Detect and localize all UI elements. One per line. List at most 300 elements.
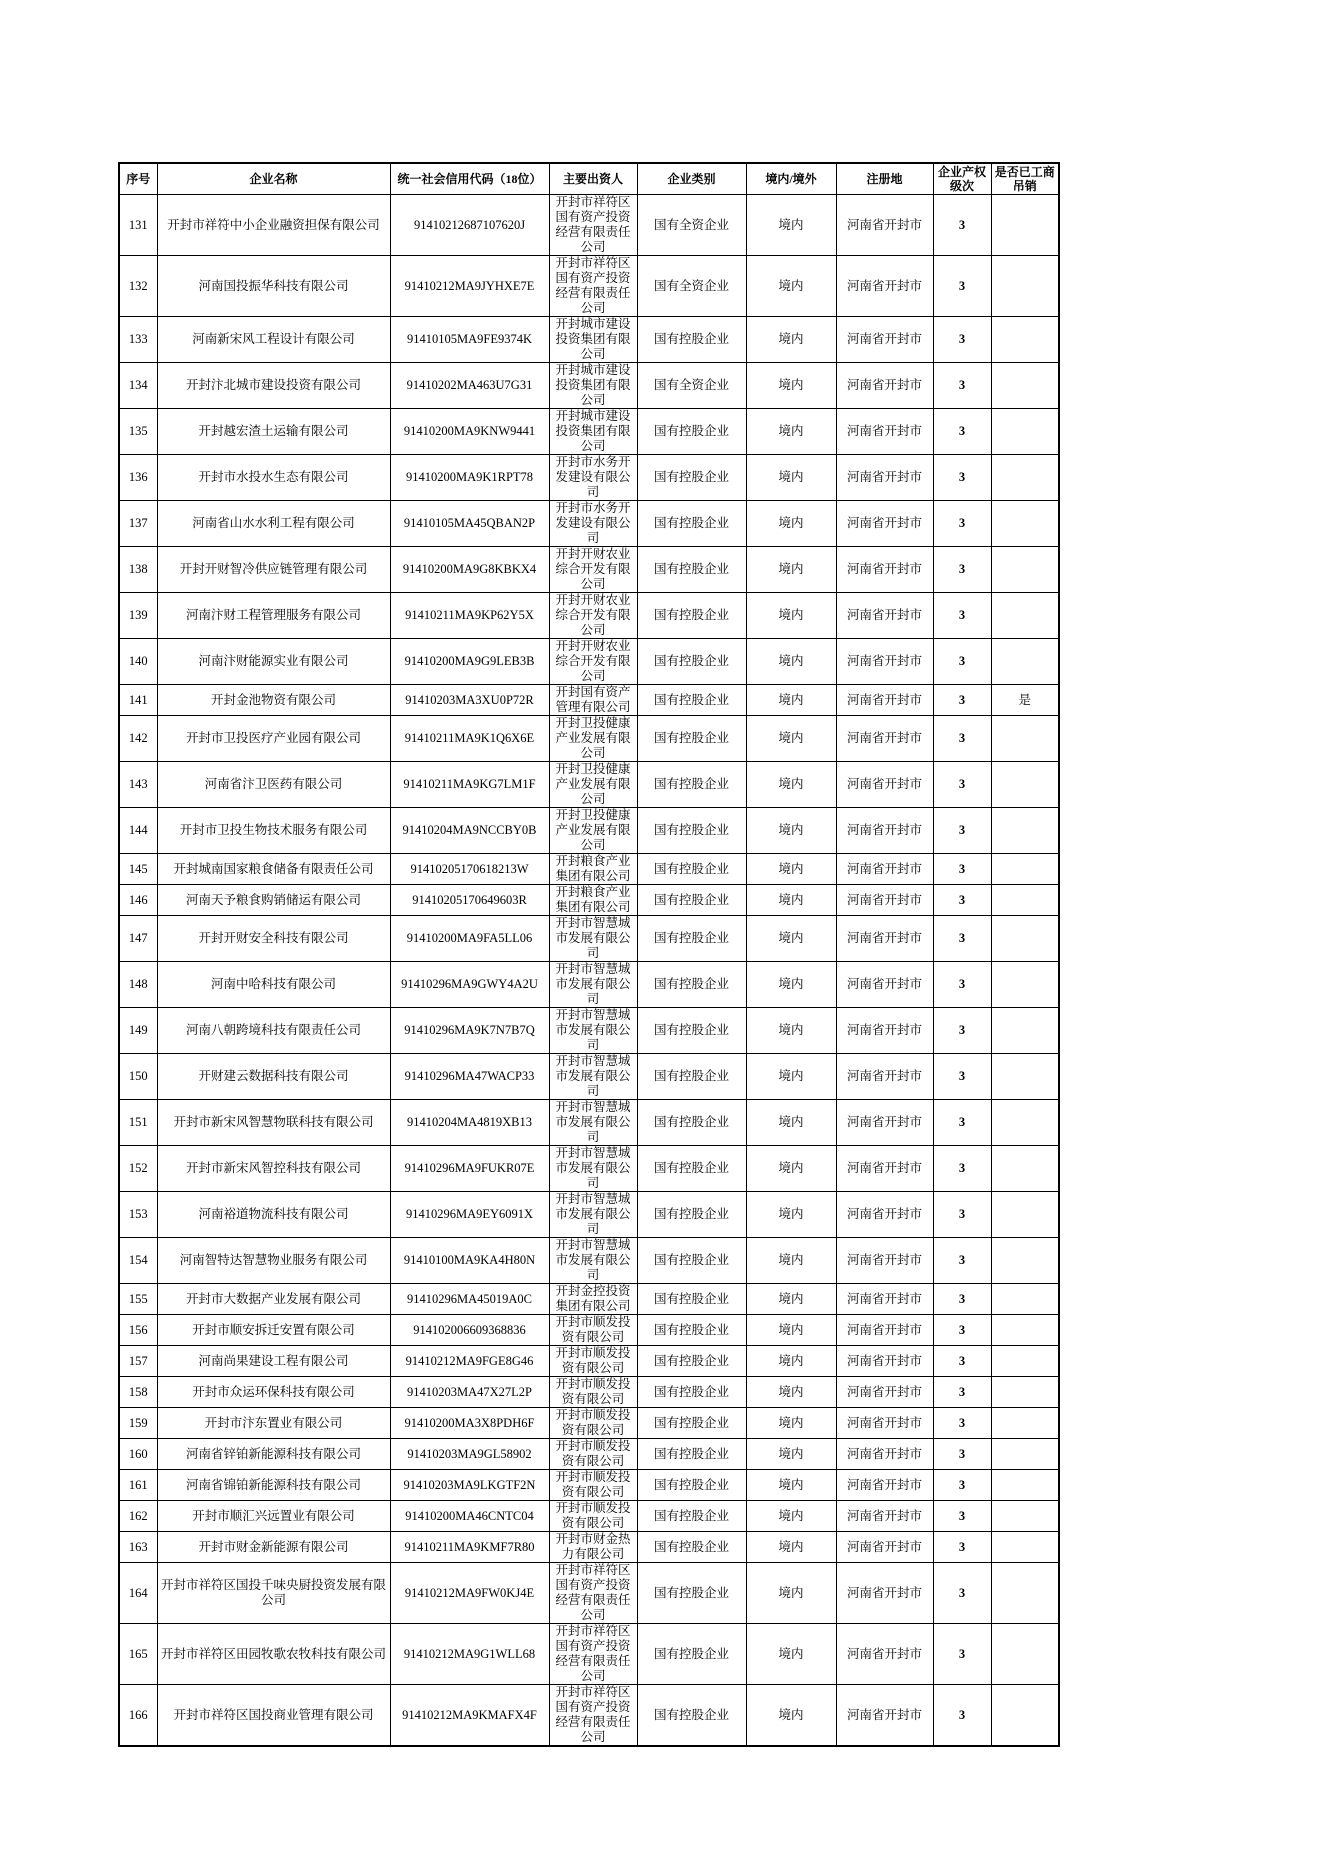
cell-company-category: 国有控股企业 [637, 1685, 746, 1747]
table-row [119, 685, 1059, 716]
cell-company-category: 国有控股企业 [637, 455, 746, 501]
cell-company-name: 开封市大数据产业发展有限公司 [157, 1284, 390, 1315]
table-row [119, 363, 1059, 409]
cell-company-category: 国有控股企业 [637, 501, 746, 547]
col-header-company-category: 企业类别 [637, 163, 746, 195]
cell-license-revoked: 是 [991, 685, 1059, 716]
cell-company-category: 国有控股企业 [637, 1439, 746, 1470]
cell-equity-level: 3 [933, 1470, 991, 1501]
cell-license-revoked [991, 1315, 1059, 1346]
cell-registration-place: 河南省开封市 [836, 317, 933, 363]
cell-company-category: 国有控股企业 [637, 1008, 746, 1054]
cell-main-investor: 开封城市建设投资集团有限公司 [549, 317, 637, 363]
cell-domestic-overseas: 境内 [746, 1470, 836, 1501]
cell-main-investor: 开封国有资产管理有限公司 [549, 685, 637, 716]
cell-company-name: 开封越宏渣土运输有限公司 [157, 409, 390, 455]
cell-registration-place: 河南省开封市 [836, 1346, 933, 1377]
cell-serial-number: 131 [119, 195, 157, 256]
table-row [119, 1501, 1059, 1532]
cell-credit-code: 91410200MA9FA5LL06 [390, 916, 549, 962]
table-row [119, 808, 1059, 854]
cell-company-name: 开封开财智冷供应链管理有限公司 [157, 547, 390, 593]
cell-main-investor: 开封市祥符区国有资产投资经营有限责任公司 [549, 1624, 637, 1685]
cell-credit-code: 91410296MA9FUKR07E [390, 1146, 549, 1192]
cell-company-category: 国有控股企业 [637, 639, 746, 685]
cell-registration-place: 河南省开封市 [836, 1408, 933, 1439]
cell-company-name: 开封市顺汇兴远置业有限公司 [157, 1501, 390, 1532]
cell-equity-level: 3 [933, 409, 991, 455]
cell-main-investor: 开封卫投健康产业发展有限公司 [549, 716, 637, 762]
cell-equity-level: 3 [933, 455, 991, 501]
cell-license-revoked [991, 1470, 1059, 1501]
cell-company-category: 国有控股企业 [637, 916, 746, 962]
cell-serial-number: 140 [119, 639, 157, 685]
cell-serial-number: 132 [119, 256, 157, 317]
cell-registration-place: 河南省开封市 [836, 916, 933, 962]
cell-license-revoked [991, 256, 1059, 317]
cell-license-revoked [991, 1054, 1059, 1100]
cell-equity-level: 3 [933, 1315, 991, 1346]
cell-equity-level: 3 [933, 1192, 991, 1238]
cell-registration-place: 河南省开封市 [836, 1238, 933, 1284]
cell-main-investor: 开封市顺发投资有限公司 [549, 1377, 637, 1408]
table-body [119, 195, 1059, 1747]
cell-domestic-overseas: 境内 [746, 363, 836, 409]
cell-domestic-overseas: 境内 [746, 685, 836, 716]
cell-credit-code: 91410211MA9KMF7R80 [390, 1532, 549, 1563]
cell-credit-code: 91410296MA9EY6091X [390, 1192, 549, 1238]
cell-credit-code: 91410212MA9FGE8G46 [390, 1346, 549, 1377]
cell-domestic-overseas: 境内 [746, 808, 836, 854]
table-row [119, 256, 1059, 317]
cell-license-revoked [991, 1192, 1059, 1238]
cell-registration-place: 河南省开封市 [836, 762, 933, 808]
cell-serial-number: 161 [119, 1470, 157, 1501]
cell-registration-place: 河南省开封市 [836, 1501, 933, 1532]
table-row [119, 962, 1059, 1008]
cell-equity-level: 3 [933, 1624, 991, 1685]
cell-license-revoked [991, 195, 1059, 256]
enterprise-table-area [118, 162, 1060, 1747]
cell-domestic-overseas: 境内 [746, 1238, 836, 1284]
table-row [119, 455, 1059, 501]
cell-main-investor: 开封粮食产业集团有限公司 [549, 854, 637, 885]
col-header-serial-number: 序号 [119, 163, 157, 195]
cell-registration-place: 河南省开封市 [836, 547, 933, 593]
cell-serial-number: 166 [119, 1685, 157, 1747]
cell-equity-level: 3 [933, 1377, 991, 1408]
cell-registration-place: 河南省开封市 [836, 409, 933, 455]
cell-main-investor: 开封市祥符区国有资产投资经营有限责任公司 [549, 195, 637, 256]
table-header [119, 163, 1059, 195]
cell-registration-place: 河南省开封市 [836, 195, 933, 256]
cell-equity-level: 3 [933, 1008, 991, 1054]
table-row [119, 1192, 1059, 1238]
cell-company-name: 河南省山水水利工程有限公司 [157, 501, 390, 547]
cell-credit-code: 91410296MA47WACP33 [390, 1054, 549, 1100]
cell-company-category: 国有控股企业 [637, 1284, 746, 1315]
cell-main-investor: 开封市顺发投资有限公司 [549, 1501, 637, 1532]
table-row [119, 1624, 1059, 1685]
col-header-company-name: 企业名称 [157, 163, 390, 195]
cell-equity-level: 3 [933, 1501, 991, 1532]
cell-license-revoked [991, 409, 1059, 455]
cell-equity-level: 3 [933, 854, 991, 885]
table-row [119, 1685, 1059, 1747]
cell-domestic-overseas: 境内 [746, 885, 836, 916]
col-header-registration-place: 注册地 [836, 163, 933, 195]
cell-serial-number: 136 [119, 455, 157, 501]
table-row [119, 1408, 1059, 1439]
cell-credit-code: 91410205170649603R [390, 885, 549, 916]
enterprise-table [118, 162, 1060, 1747]
cell-company-name: 开封市新宋风智慧物联科技有限公司 [157, 1100, 390, 1146]
cell-domestic-overseas: 境内 [746, 1685, 836, 1747]
cell-serial-number: 164 [119, 1563, 157, 1624]
cell-main-investor: 开封市水务开发建设有限公司 [549, 455, 637, 501]
cell-license-revoked [991, 716, 1059, 762]
cell-license-revoked [991, 854, 1059, 885]
cell-registration-place: 河南省开封市 [836, 256, 933, 317]
cell-company-category: 国有控股企业 [637, 1532, 746, 1563]
cell-equity-level: 3 [933, 501, 991, 547]
cell-serial-number: 138 [119, 547, 157, 593]
cell-equity-level: 3 [933, 593, 991, 639]
cell-serial-number: 139 [119, 593, 157, 639]
cell-domestic-overseas: 境内 [746, 1532, 836, 1563]
cell-company-category: 国有控股企业 [637, 1100, 746, 1146]
cell-equity-level: 3 [933, 1532, 991, 1563]
cell-company-category: 国有控股企业 [637, 808, 746, 854]
cell-serial-number: 134 [119, 363, 157, 409]
cell-license-revoked [991, 1238, 1059, 1284]
cell-company-category: 国有控股企业 [637, 1470, 746, 1501]
cell-main-investor: 开封开财农业综合开发有限公司 [549, 547, 637, 593]
cell-credit-code: 91410203MA47X27L2P [390, 1377, 549, 1408]
cell-credit-code: 91410200MA9G8KBKX4 [390, 547, 549, 593]
cell-company-name: 开封市财金新能源有限公司 [157, 1532, 390, 1563]
cell-registration-place: 河南省开封市 [836, 501, 933, 547]
cell-credit-code: 91410296MA9GWY4A2U [390, 962, 549, 1008]
cell-equity-level: 3 [933, 1054, 991, 1100]
cell-domestic-overseas: 境内 [746, 854, 836, 885]
cell-registration-place: 河南省开封市 [836, 1146, 933, 1192]
cell-main-investor: 开封市智慧城市发展有限公司 [549, 1238, 637, 1284]
cell-company-name: 开封市汴东置业有限公司 [157, 1408, 390, 1439]
cell-domestic-overseas: 境内 [746, 639, 836, 685]
table-row [119, 1315, 1059, 1346]
col-header-domestic-overseas: 境内/境外 [746, 163, 836, 195]
cell-equity-level: 3 [933, 1238, 991, 1284]
table-row [119, 854, 1059, 885]
cell-registration-place: 河南省开封市 [836, 685, 933, 716]
cell-equity-level: 3 [933, 1146, 991, 1192]
table-row [119, 639, 1059, 685]
cell-license-revoked [991, 962, 1059, 1008]
cell-company-category: 国有全资企业 [637, 256, 746, 317]
cell-equity-level: 3 [933, 808, 991, 854]
cell-company-category: 国有控股企业 [637, 1146, 746, 1192]
cell-license-revoked [991, 1100, 1059, 1146]
cell-serial-number: 133 [119, 317, 157, 363]
cell-company-category: 国有控股企业 [637, 1315, 746, 1346]
cell-domestic-overseas: 境内 [746, 195, 836, 256]
cell-credit-code: 91410212687107620J [390, 195, 549, 256]
cell-equity-level: 3 [933, 547, 991, 593]
cell-equity-level: 3 [933, 916, 991, 962]
cell-company-name: 开封市卫投生物技术服务有限公司 [157, 808, 390, 854]
table-row [119, 317, 1059, 363]
cell-equity-level: 3 [933, 1408, 991, 1439]
cell-registration-place: 河南省开封市 [836, 885, 933, 916]
cell-serial-number: 144 [119, 808, 157, 854]
cell-main-investor: 开封城市建设投资集团有限公司 [549, 409, 637, 455]
cell-main-investor: 开封市顺发投资有限公司 [549, 1439, 637, 1470]
cell-equity-level: 3 [933, 256, 991, 317]
table-row [119, 1054, 1059, 1100]
cell-domestic-overseas: 境内 [746, 1346, 836, 1377]
cell-credit-code: 91410212MA9FW0KJ4E [390, 1563, 549, 1624]
cell-registration-place: 河南省开封市 [836, 1470, 933, 1501]
cell-domestic-overseas: 境内 [746, 716, 836, 762]
cell-serial-number: 148 [119, 962, 157, 1008]
cell-registration-place: 河南省开封市 [836, 1685, 933, 1747]
cell-equity-level: 3 [933, 716, 991, 762]
cell-registration-place: 河南省开封市 [836, 1439, 933, 1470]
cell-license-revoked [991, 455, 1059, 501]
cell-license-revoked [991, 1377, 1059, 1408]
cell-company-category: 国有控股企业 [637, 962, 746, 1008]
cell-company-name: 开封城南国家粮食储备有限责任公司 [157, 854, 390, 885]
cell-domestic-overseas: 境内 [746, 1054, 836, 1100]
cell-company-name: 开封市众运环保科技有限公司 [157, 1377, 390, 1408]
cell-main-investor: 开封卫投健康产业发展有限公司 [549, 762, 637, 808]
cell-company-category: 国有控股企业 [637, 1501, 746, 1532]
cell-serial-number: 156 [119, 1315, 157, 1346]
cell-serial-number: 157 [119, 1346, 157, 1377]
cell-main-investor: 开封城市建设投资集团有限公司 [549, 363, 637, 409]
cell-domestic-overseas: 境内 [746, 455, 836, 501]
cell-equity-level: 3 [933, 195, 991, 256]
cell-registration-place: 河南省开封市 [836, 854, 933, 885]
cell-company-name: 开封汴北城市建设投资有限公司 [157, 363, 390, 409]
cell-company-category: 国有控股企业 [637, 1054, 746, 1100]
cell-company-category: 国有控股企业 [637, 716, 746, 762]
cell-license-revoked [991, 363, 1059, 409]
cell-main-investor: 开封市祥符区国有资产投资经营有限责任公司 [549, 1685, 637, 1747]
cell-company-name: 开封金池物资有限公司 [157, 685, 390, 716]
cell-credit-code: 91410203MA9GL58902 [390, 1439, 549, 1470]
cell-registration-place: 河南省开封市 [836, 1624, 933, 1685]
cell-registration-place: 河南省开封市 [836, 639, 933, 685]
cell-license-revoked [991, 1624, 1059, 1685]
cell-license-revoked [991, 885, 1059, 916]
cell-credit-code: 91410105MA9FE9374K [390, 317, 549, 363]
cell-domestic-overseas: 境内 [746, 962, 836, 1008]
cell-registration-place: 河南省开封市 [836, 1054, 933, 1100]
cell-credit-code: 91410296MA45019A0C [390, 1284, 549, 1315]
cell-domestic-overseas: 境内 [746, 916, 836, 962]
cell-company-name: 河南省锌铂新能源科技有限公司 [157, 1439, 390, 1470]
cell-equity-level: 3 [933, 762, 991, 808]
cell-serial-number: 163 [119, 1532, 157, 1563]
cell-license-revoked [991, 808, 1059, 854]
cell-company-name: 河南尚果建设工程有限公司 [157, 1346, 390, 1377]
cell-credit-code: 91410211MA9KP62Y5X [390, 593, 549, 639]
cell-company-category: 国有控股企业 [637, 1238, 746, 1284]
cell-license-revoked [991, 916, 1059, 962]
cell-license-revoked [991, 1284, 1059, 1315]
cell-registration-place: 河南省开封市 [836, 1284, 933, 1315]
cell-company-category: 国有控股企业 [637, 685, 746, 716]
cell-company-name: 河南八朝跨境科技有限责任公司 [157, 1008, 390, 1054]
cell-equity-level: 3 [933, 962, 991, 1008]
cell-domestic-overseas: 境内 [746, 1315, 836, 1346]
table-row [119, 885, 1059, 916]
cell-registration-place: 河南省开封市 [836, 455, 933, 501]
cell-company-category: 国有控股企业 [637, 1563, 746, 1624]
table-row [119, 1470, 1059, 1501]
cell-registration-place: 河南省开封市 [836, 1377, 933, 1408]
cell-credit-code: 91410202MA463U7G31 [390, 363, 549, 409]
cell-domestic-overseas: 境内 [746, 1624, 836, 1685]
cell-credit-code: 91410212MA9G1WLL68 [390, 1624, 549, 1685]
table-row [119, 593, 1059, 639]
cell-company-name: 河南汴财能源实业有限公司 [157, 639, 390, 685]
cell-serial-number: 159 [119, 1408, 157, 1439]
cell-serial-number: 137 [119, 501, 157, 547]
cell-company-category: 国有控股企业 [637, 317, 746, 363]
cell-license-revoked [991, 1008, 1059, 1054]
cell-credit-code: 91410203MA3XU0P72R [390, 685, 549, 716]
cell-credit-code: 91410211MA9KG7LM1F [390, 762, 549, 808]
cell-main-investor: 开封金控投资集团有限公司 [549, 1284, 637, 1315]
cell-license-revoked [991, 1408, 1059, 1439]
table-row [119, 1377, 1059, 1408]
cell-company-category: 国有控股企业 [637, 1346, 746, 1377]
cell-serial-number: 135 [119, 409, 157, 455]
cell-serial-number: 146 [119, 885, 157, 916]
cell-equity-level: 3 [933, 885, 991, 916]
cell-company-name: 河南新宋风工程设计有限公司 [157, 317, 390, 363]
table-row [119, 716, 1059, 762]
cell-serial-number: 160 [119, 1439, 157, 1470]
cell-company-name: 开封市顺安拆迁安置有限公司 [157, 1315, 390, 1346]
cell-main-investor: 开封开财农业综合开发有限公司 [549, 593, 637, 639]
cell-equity-level: 3 [933, 1439, 991, 1470]
cell-credit-code: 91410203MA9LKGTF2N [390, 1470, 549, 1501]
cell-company-category: 国有控股企业 [637, 885, 746, 916]
cell-domestic-overseas: 境内 [746, 1501, 836, 1532]
cell-domestic-overseas: 境内 [746, 409, 836, 455]
cell-serial-number: 152 [119, 1146, 157, 1192]
cell-registration-place: 河南省开封市 [836, 363, 933, 409]
cell-license-revoked [991, 593, 1059, 639]
cell-company-name: 河南省汴卫医药有限公司 [157, 762, 390, 808]
cell-registration-place: 河南省开封市 [836, 1008, 933, 1054]
cell-credit-code: 91410200MA9G9LEB3B [390, 639, 549, 685]
cell-license-revoked [991, 639, 1059, 685]
table-row [119, 1100, 1059, 1146]
cell-main-investor: 开封粮食产业集团有限公司 [549, 885, 637, 916]
cell-license-revoked [991, 1685, 1059, 1747]
cell-main-investor: 开封市祥符区国有资产投资经营有限责任公司 [549, 1563, 637, 1624]
table-row [119, 916, 1059, 962]
cell-license-revoked [991, 1439, 1059, 1470]
cell-serial-number: 151 [119, 1100, 157, 1146]
table-row [119, 1008, 1059, 1054]
cell-equity-level: 3 [933, 685, 991, 716]
col-header-equity-level: 企业产权级次 [933, 163, 991, 195]
cell-serial-number: 165 [119, 1624, 157, 1685]
col-header-main-investor: 主要出资人 [549, 163, 637, 195]
cell-registration-place: 河南省开封市 [836, 1532, 933, 1563]
cell-equity-level: 3 [933, 363, 991, 409]
cell-main-investor: 开封市祥符区国有资产投资经营有限责任公司 [549, 256, 637, 317]
cell-company-category: 国有控股企业 [637, 762, 746, 808]
cell-credit-code: 91410200MA9KNW9441 [390, 409, 549, 455]
cell-license-revoked [991, 547, 1059, 593]
cell-main-investor: 开封市智慧城市发展有限公司 [549, 1192, 637, 1238]
cell-license-revoked [991, 317, 1059, 363]
cell-serial-number: 158 [119, 1377, 157, 1408]
cell-credit-code: 914102006609368836 [390, 1315, 549, 1346]
cell-license-revoked [991, 1346, 1059, 1377]
table-row [119, 1238, 1059, 1284]
cell-company-category: 国有全资企业 [637, 195, 746, 256]
cell-company-category: 国有控股企业 [637, 593, 746, 639]
cell-credit-code: 91410212MA9KMAFX4F [390, 1685, 549, 1747]
cell-credit-code: 91410211MA9K1Q6X6E [390, 716, 549, 762]
cell-registration-place: 河南省开封市 [836, 962, 933, 1008]
cell-company-name: 河南汴财工程管理服务有限公司 [157, 593, 390, 639]
cell-license-revoked [991, 1501, 1059, 1532]
cell-main-investor: 开封市智慧城市发展有限公司 [549, 1100, 637, 1146]
cell-credit-code: 91410105MA45QBAN2P [390, 501, 549, 547]
cell-credit-code: 91410205170618213W [390, 854, 549, 885]
cell-domestic-overseas: 境内 [746, 762, 836, 808]
cell-equity-level: 3 [933, 1100, 991, 1146]
cell-credit-code: 91410296MA9K7N7B7Q [390, 1008, 549, 1054]
cell-company-name: 河南天予粮食购销储运有限公司 [157, 885, 390, 916]
cell-credit-code: 91410204MA9NCCBY0B [390, 808, 549, 854]
cell-equity-level: 3 [933, 1346, 991, 1377]
cell-registration-place: 河南省开封市 [836, 716, 933, 762]
cell-serial-number: 145 [119, 854, 157, 885]
cell-main-investor: 开封卫投健康产业发展有限公司 [549, 808, 637, 854]
cell-credit-code: 91410200MA9K1RPT78 [390, 455, 549, 501]
table-row [119, 1563, 1059, 1624]
cell-company-name: 开财建云数据科技有限公司 [157, 1054, 390, 1100]
cell-company-category: 国有控股企业 [637, 854, 746, 885]
cell-company-name: 河南裕道物流科技有限公司 [157, 1192, 390, 1238]
cell-domestic-overseas: 境内 [746, 1100, 836, 1146]
cell-credit-code: 91410200MA3X8PDH6F [390, 1408, 549, 1439]
cell-company-category: 国有控股企业 [637, 409, 746, 455]
cell-company-name: 开封市卫投医疗产业园有限公司 [157, 716, 390, 762]
cell-main-investor: 开封市顺发投资有限公司 [549, 1408, 637, 1439]
cell-company-category: 国有控股企业 [637, 547, 746, 593]
cell-company-name: 开封市水投水生态有限公司 [157, 455, 390, 501]
cell-serial-number: 150 [119, 1054, 157, 1100]
cell-domestic-overseas: 境内 [746, 1192, 836, 1238]
cell-serial-number: 143 [119, 762, 157, 808]
cell-serial-number: 153 [119, 1192, 157, 1238]
table-row [119, 1146, 1059, 1192]
cell-domestic-overseas: 境内 [746, 1408, 836, 1439]
table-row [119, 1346, 1059, 1377]
cell-company-name: 河南国投振华科技有限公司 [157, 256, 390, 317]
